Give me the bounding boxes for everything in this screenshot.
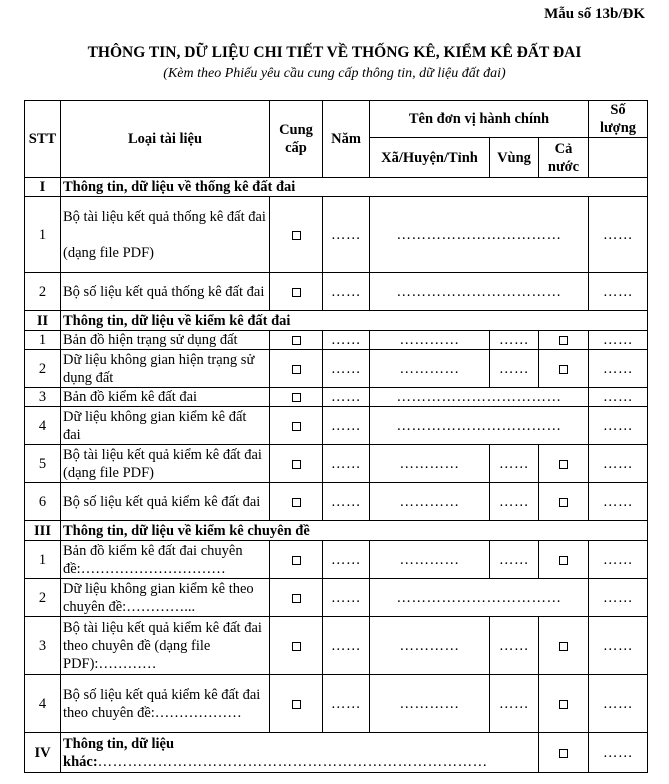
section-title-text: Thông tin, dữ liệu (63, 735, 175, 752)
checkbox[interactable] (292, 556, 301, 565)
section-number: III (25, 521, 61, 541)
blank-dots: ………… (399, 637, 460, 654)
blank-dots: …… (603, 589, 633, 606)
document-name (61, 350, 270, 388)
section-row (25, 178, 648, 197)
region-cell (490, 445, 539, 483)
quantity-cell (589, 331, 648, 350)
document-name (61, 579, 270, 617)
blank-dots: …………………………… (396, 389, 562, 405)
header-provide: Cung cấp (270, 101, 323, 178)
commune-cell (370, 617, 490, 675)
table-row (25, 445, 648, 483)
data-table (24, 100, 648, 773)
blank-dots: …………………………… (396, 226, 562, 243)
form-number: Mẫu số 13b/ĐK (544, 6, 645, 22)
blank-dots: …… (331, 589, 361, 606)
document-name-text: Bộ số liệu kết quả kiểm kê đất đai (63, 493, 261, 510)
section-title (61, 733, 539, 773)
year-cell (323, 273, 370, 311)
row-number: 1 (25, 331, 61, 350)
blank-dots: …… (603, 551, 633, 568)
quantity-cell (589, 197, 648, 273)
document-name (61, 197, 270, 273)
provide-cell (270, 483, 323, 521)
checkbox[interactable] (292, 594, 301, 603)
provide-cell (270, 541, 323, 579)
provide-cell (270, 388, 323, 407)
section-number: I (25, 178, 61, 197)
document-name-text: Bản đồ kiểm kê đất đai (63, 389, 198, 405)
provide-cell (270, 579, 323, 617)
table-row (25, 331, 648, 350)
provide-cell (270, 273, 323, 311)
checkbox[interactable] (292, 365, 301, 374)
page-title: THÔNG TIN, DỮ LIỆU CHI TIẾT VỀ THỐNG KÊ, KIỂM KÊ ĐẤT ĐAI (87, 44, 582, 61)
blank-dots: …… (331, 283, 361, 300)
document-name-text: Dữ liệu không gian kiểm kê đất đai (63, 408, 247, 443)
header-stt: STT (25, 101, 61, 178)
blank-dots: …… (603, 455, 633, 472)
row-number: 2 (25, 273, 61, 311)
region-cell (490, 675, 539, 733)
blank-dots: …… (603, 637, 633, 654)
blank-dots: …… (331, 493, 361, 510)
quantity-cell (589, 407, 648, 445)
blank-dots: …… (603, 417, 633, 434)
provide-cell (270, 197, 323, 273)
header-commune: Xã/Huyện/Tỉnh (370, 138, 490, 178)
year-cell (323, 331, 370, 350)
header-quantity: Số lượng (589, 101, 648, 138)
table-row (25, 273, 648, 311)
blank-dots: …… (603, 744, 633, 761)
checkbox[interactable] (559, 336, 568, 345)
row-number: 1 (25, 541, 61, 579)
blank-dots: …………………………… (396, 589, 562, 606)
blank-dots: ………… (399, 551, 460, 568)
document-name (61, 331, 270, 350)
year-cell (323, 407, 370, 445)
blank-dots: …… (331, 389, 361, 405)
row-number: 6 (25, 483, 61, 521)
quantity-cell (589, 388, 648, 407)
header-nationwide: Cả nước (539, 138, 589, 178)
row-number: 5 (25, 445, 61, 483)
admin-unit-cell (370, 197, 589, 273)
document-name (61, 407, 270, 445)
blank-dots: ………… (399, 493, 460, 510)
quantity-cell (589, 273, 648, 311)
blank-dots: …… (331, 360, 361, 377)
row-number: 2 (25, 350, 61, 388)
provide-cell (270, 331, 323, 350)
document-name-text: Bộ tài liệu kết quả kiểm kê đất đai (dạng file PDF) (63, 446, 262, 481)
document-name-note: (dạng file PDF) (63, 244, 155, 261)
admin-unit-cell (370, 388, 589, 407)
blank-dots: …… (499, 695, 529, 712)
admin-unit-cell (370, 273, 589, 311)
year-cell (323, 617, 370, 675)
header-quantity-blank (589, 138, 648, 178)
blank-dots: …………………………… (396, 417, 562, 434)
blank-dots: ………… (399, 332, 460, 348)
header-admin-unit: Tên đơn vị hành chính (370, 101, 589, 138)
blank-dots: …… (603, 389, 633, 405)
blank-dots: …… (331, 637, 361, 654)
commune-cell (370, 331, 490, 350)
row-number: 1 (25, 197, 61, 273)
blank-dots: …… (499, 455, 529, 472)
header-region: Vùng (490, 138, 539, 178)
region-cell (490, 331, 539, 350)
blank-dots: …… (331, 226, 361, 243)
nationwide-cell (539, 617, 589, 675)
blank-dots: …… (331, 551, 361, 568)
admin-unit-cell (370, 407, 589, 445)
document-name (61, 675, 270, 733)
row-number: 4 (25, 407, 61, 445)
section-title: Thông tin, dữ liệu về kiểm kê chuyên đề (61, 521, 648, 541)
provide-cell (270, 407, 323, 445)
checkbox[interactable] (292, 498, 301, 507)
blank-dots: ………… (399, 695, 460, 712)
section-row (25, 311, 648, 331)
checkbox[interactable] (559, 365, 568, 374)
year-cell (323, 675, 370, 733)
section-title: Thông tin, dữ liệu về kiểm kê đất đai (61, 311, 648, 331)
blank-dots: ………… (399, 455, 460, 472)
provide-cell (270, 350, 323, 388)
row-number: 2 (25, 579, 61, 617)
header-document-type: Loại tài liệu (61, 101, 270, 178)
provide-cell (270, 445, 323, 483)
document-name-text: Bộ số liệu kết quả kiểm kê đất đai theo chuyên đề:……………… (63, 686, 261, 721)
quantity-cell (589, 579, 648, 617)
table-row (25, 483, 648, 521)
blank-dots: …… (603, 226, 633, 243)
checkbox[interactable] (559, 556, 568, 565)
checkbox[interactable] (292, 288, 301, 297)
quantity-cell (589, 617, 648, 675)
table-row (25, 675, 648, 733)
document-name (61, 273, 270, 311)
checkbox[interactable] (292, 422, 301, 431)
commune-cell (370, 675, 490, 733)
section-row (25, 733, 648, 773)
checkbox[interactable] (292, 393, 301, 402)
document-name (61, 483, 270, 521)
document-name-text: Bản đồ kiểm kê đất đai chuyên đề:………………………… (63, 542, 243, 577)
quantity-cell (589, 445, 648, 483)
commune-cell (370, 350, 490, 388)
checkbox[interactable] (292, 336, 301, 345)
blank-dots: …… (331, 332, 361, 348)
table-row (25, 617, 648, 675)
nationwide-cell (539, 675, 589, 733)
document-name-text: Bộ tài liệu kết quả thống kê đất đai (63, 208, 266, 225)
blank-dots: …… (331, 417, 361, 434)
blank-dots: …… (603, 493, 633, 510)
blank-dots: …… (499, 551, 529, 568)
document-name (61, 445, 270, 483)
blank-dots: …… (603, 695, 633, 712)
year-cell (323, 388, 370, 407)
year-cell (323, 579, 370, 617)
header-year: Năm (323, 101, 370, 178)
section-title-text-2: khác: (63, 753, 98, 770)
checkbox[interactable] (559, 498, 568, 507)
table-row (25, 541, 648, 579)
region-cell (490, 617, 539, 675)
table-row (25, 579, 648, 617)
row-number: 3 (25, 617, 61, 675)
year-cell (323, 445, 370, 483)
quantity-cell (589, 483, 648, 521)
checkbox[interactable] (559, 749, 568, 758)
document-name-text: Dữ liệu không gian kiểm kê theo chuyên đề:…………... (63, 580, 254, 615)
provide-cell (270, 617, 323, 675)
blank-dots: …… (603, 360, 633, 377)
blank-dots: …… (331, 455, 361, 472)
blank-dots: …… (499, 360, 529, 377)
document-name (61, 617, 270, 675)
checkbox[interactable] (559, 700, 568, 709)
nationwide-cell (539, 331, 589, 350)
year-cell (323, 541, 370, 579)
nationwide-cell (539, 483, 589, 521)
row-number: 4 (25, 675, 61, 733)
checkbox[interactable] (559, 460, 568, 469)
document-name-text: Bản đồ hiện trạng sử dụng đất (63, 332, 238, 348)
commune-cell (370, 541, 490, 579)
document-name-text: Dữ liệu không gian hiện trạng sử dụng đất (63, 351, 255, 386)
document-name-text: Bộ tài liệu kết quả kiểm kê đất đai theo chuyên đề (dạng file PDF):………… (63, 619, 262, 672)
blank-dots: …… (499, 332, 529, 348)
checkbox[interactable] (292, 700, 301, 709)
quantity-cell (589, 541, 648, 579)
year-cell (323, 197, 370, 273)
region-cell (490, 541, 539, 579)
table-row (25, 197, 648, 273)
blank-dots: …… (499, 493, 529, 510)
year-cell (323, 483, 370, 521)
table-row (25, 388, 648, 407)
checkbox[interactable] (292, 460, 301, 469)
blank-dots: …… (499, 637, 529, 654)
quantity-cell (589, 675, 648, 733)
checkbox[interactable] (292, 231, 301, 240)
blank-dots: …………………………………………………………………… (97, 753, 488, 770)
nationwide-cell (539, 350, 589, 388)
admin-unit-cell (370, 579, 589, 617)
quantity-cell (589, 733, 648, 773)
checkbox[interactable] (559, 642, 568, 651)
document-name-text: Bộ số liệu kết quả thống kê đất đai (63, 283, 265, 300)
table-row (25, 350, 648, 388)
document-name (61, 541, 270, 579)
table-row (25, 407, 648, 445)
commune-cell (370, 445, 490, 483)
page-subtitle: (Kèm theo Phiếu yêu cầu cung cấp thông tin, dữ liệu đất đai) (163, 66, 506, 81)
nationwide-cell (539, 445, 589, 483)
nationwide-cell (539, 733, 589, 773)
checkbox[interactable] (292, 642, 301, 651)
quantity-cell (589, 350, 648, 388)
blank-dots: …… (603, 283, 633, 300)
blank-dots: …………………………… (396, 283, 562, 300)
blank-dots: …… (603, 332, 633, 348)
commune-cell (370, 483, 490, 521)
section-number: IV (25, 733, 61, 773)
provide-cell (270, 675, 323, 733)
year-cell (323, 350, 370, 388)
section-title: Thông tin, dữ liệu về thống kê đất đai (61, 178, 648, 197)
document-name (61, 388, 270, 407)
blank-dots: ………… (399, 360, 460, 377)
section-number: II (25, 311, 61, 331)
row-number: 3 (25, 388, 61, 407)
nationwide-cell (539, 541, 589, 579)
region-cell (490, 483, 539, 521)
section-row (25, 521, 648, 541)
blank-dots: …… (331, 695, 361, 712)
region-cell (490, 350, 539, 388)
